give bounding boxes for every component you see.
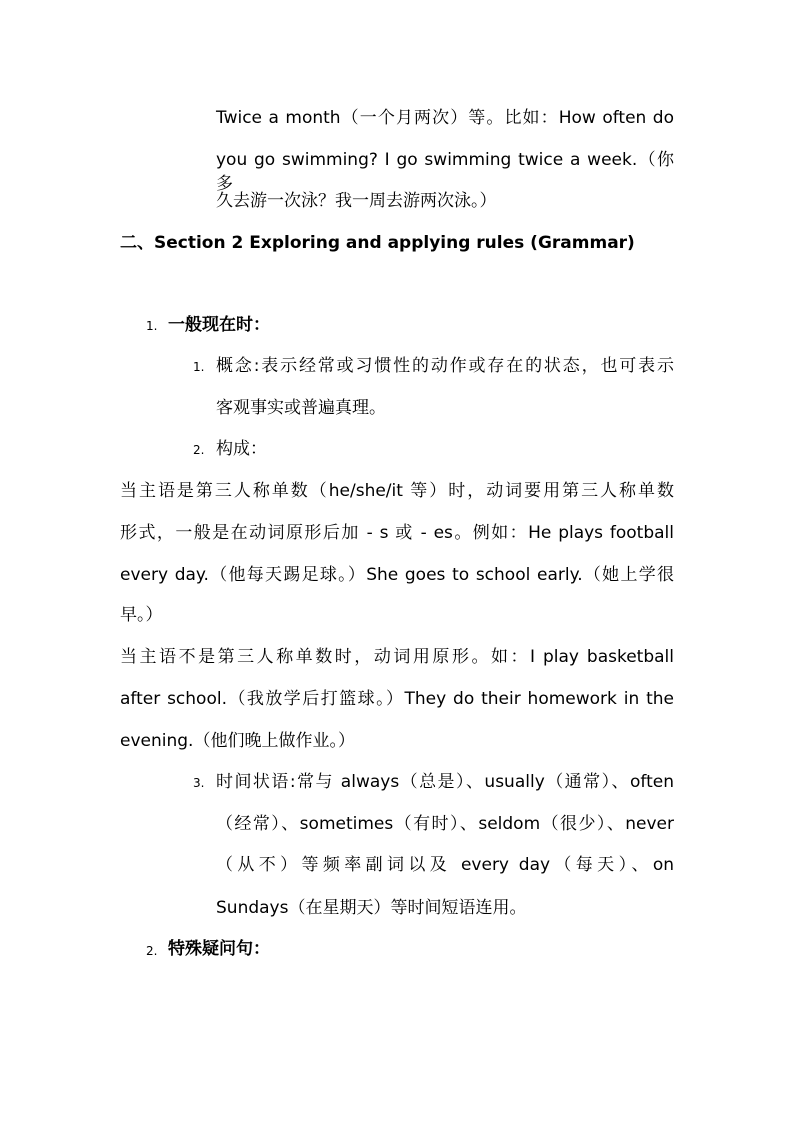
topic2-number: 2. bbox=[146, 944, 158, 958]
concept-number: 1. bbox=[193, 360, 205, 374]
concept-line-1: 概念:表示经常或习惯性的动作或存在的状态，也可表示 bbox=[216, 356, 674, 376]
formation-label: 构成： bbox=[216, 439, 267, 459]
time-adverbials-line-3: （从不）等频率副词以及 every day（每天）、on bbox=[216, 855, 674, 875]
topic2-title: 特殊疑问句： bbox=[168, 939, 270, 959]
topic1-number: 1. bbox=[146, 319, 158, 333]
concept-line-2: 客观事实或普遍真理。 bbox=[216, 398, 386, 418]
time-adverbials-line-2: （经常）、sometimes（有时）、seldom（很少）、never bbox=[216, 814, 674, 834]
intro-line-3: 久去游一次泳？我一周去游两次泳。） bbox=[216, 191, 497, 211]
topic1-title: 一般现在时： bbox=[168, 315, 270, 335]
time-adverbials-line-1: 时间状语:常与 always（总是）、usually（通常）、often bbox=[216, 772, 674, 792]
formation-number: 2. bbox=[193, 443, 205, 457]
intro-line-1: Twice a month（一个月两次）等。比如：How often do bbox=[216, 108, 674, 128]
paragraph1-line-2: 形式，一般是在动词原形后加 - s 或 - es。例如：He plays football bbox=[120, 523, 674, 543]
paragraph2-line-1: 当主语不是第三人称单数时，动词用原形。如：I play basketball bbox=[120, 647, 674, 667]
time-adverbials-line-4: Sundays（在星期天）等时间短语连用。 bbox=[216, 898, 527, 918]
intro-line-2: you go swimming? I go swimming twice a week.（你多 bbox=[216, 150, 674, 194]
section-heading: 二、Section 2 Exploring and applying rules (Grammar) bbox=[120, 233, 635, 253]
paragraph1-line-3: every day.（他每天踢足球。）She goes to school early.（她上学很 bbox=[120, 565, 674, 585]
paragraph2-line-3: evening.（他们晚上做作业。） bbox=[120, 731, 355, 751]
time-adverbials-number: 3. bbox=[193, 776, 205, 790]
paragraph1-line-1: 当主语是第三人称单数（he/she/it 等）时，动词要用第三人称单数 bbox=[120, 481, 674, 501]
paragraph1-line-4: 早。） bbox=[120, 605, 163, 625]
paragraph2-line-2: after school.（我放学后打篮球。）They do their homework in the bbox=[120, 689, 674, 709]
